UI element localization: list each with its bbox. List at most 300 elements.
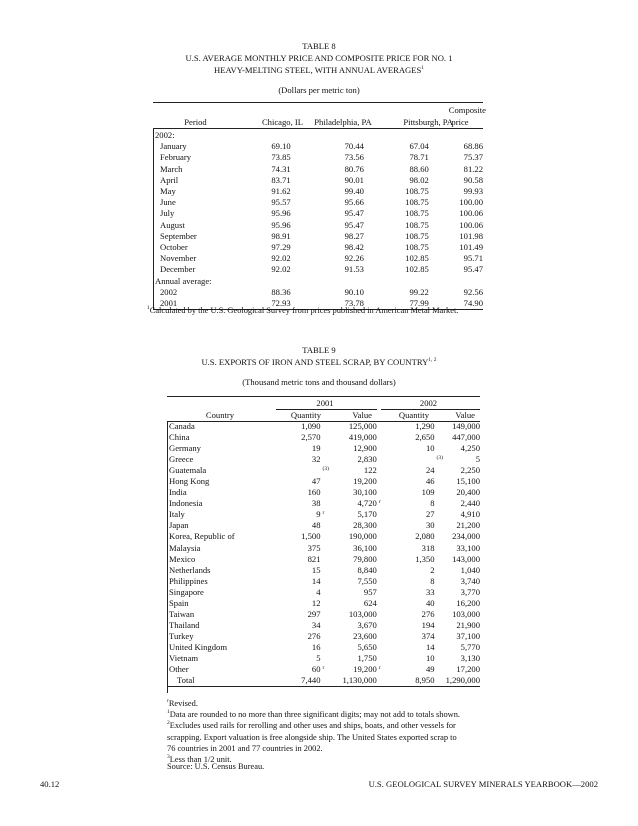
- quantity-2001-cell: 16: [311, 641, 321, 652]
- quantity-2001-cell: 15: [311, 564, 321, 575]
- period-cell: 2001: [153, 298, 233, 310]
- quantity-2002-cell: 8: [430, 498, 435, 509]
- table-row: [167, 443, 480, 454]
- section-annual-average-label: Annual average:: [155, 275, 212, 286]
- country-cell: Guatemala: [169, 465, 207, 476]
- note-cell: [377, 543, 387, 554]
- country-cell: Greece: [169, 454, 194, 465]
- chicago-cell: 69.10: [271, 141, 291, 152]
- country-cell: Malaysia: [169, 542, 201, 553]
- country-cell: Mexico: [169, 553, 196, 564]
- quantity-2001-cell: 34: [311, 619, 321, 630]
- note-cell: [377, 554, 387, 565]
- value-2001-cell: 5,650: [357, 641, 377, 652]
- note-cell: [377, 642, 387, 653]
- value-2001-cell: 23,600: [353, 630, 377, 641]
- table-row: [167, 587, 480, 598]
- table9-left-border: [167, 421, 168, 693]
- footnote-text: Data are rounded to no more than three significant digits; may not add to totals shown.: [169, 710, 461, 720]
- table-row: [153, 152, 483, 163]
- header-country: Country: [205, 410, 235, 420]
- country-cell: Spain: [169, 597, 189, 608]
- composite-cell: 95.47: [463, 264, 483, 275]
- composite-cell: 99.93: [463, 186, 483, 197]
- table-row: [153, 186, 483, 197]
- period-cell: October: [160, 242, 188, 253]
- country-cell: Total: [167, 675, 273, 687]
- table9-source: Source: U.S. Census Bureau.: [167, 762, 265, 771]
- note-cell: [377, 531, 387, 542]
- table-row: [153, 220, 483, 231]
- value-2001-cell: 19,200: [353, 664, 377, 675]
- value-2002-cell: 3,740: [460, 575, 480, 586]
- philadelphia-cell: 70.44: [344, 141, 364, 152]
- note-cell: [321, 620, 329, 631]
- pittsburgh-cell: 102.85: [405, 264, 429, 275]
- chicago-cell: 92.02: [271, 253, 291, 264]
- table8-left-border: [153, 129, 154, 309]
- chicago-cell: 98.91: [271, 230, 291, 241]
- table-row: [153, 253, 483, 264]
- quantity-2001-cell: 19: [311, 443, 321, 454]
- table-row: [153, 287, 483, 298]
- quantity-2001-cell: 12: [311, 597, 321, 608]
- table-row: [167, 642, 480, 653]
- publication-title: U.S. GEOLOGICAL SURVEY MINERALS YEARBOOK—2002: [368, 779, 598, 789]
- quantity-2002-cell: 374: [421, 630, 435, 641]
- page-number: 40.12: [40, 779, 60, 789]
- country-cell: Hong Kong: [169, 476, 210, 487]
- pittsburgh-cell: 108.75: [405, 242, 429, 253]
- table-row: [167, 664, 480, 675]
- table-row: [167, 598, 480, 609]
- header-quantity-2001: Quantity: [290, 410, 321, 420]
- value-2001-cell: 79,800: [353, 553, 377, 564]
- section-annual-average: [153, 276, 483, 287]
- table-row: [167, 565, 480, 576]
- table-row: [167, 476, 480, 487]
- value-2002-cell: 37,100: [456, 630, 480, 641]
- value-2001-cell: 19,200: [353, 476, 377, 487]
- note-cell: [435, 576, 443, 587]
- table9-title: U.S. EXPORTS OF IRON AND STEEL SCRAP, BY COUNTRY$^{1, 2}$: [201, 357, 437, 367]
- table-row: [167, 487, 480, 498]
- composite-cell: 74.90: [429, 298, 483, 310]
- table-row: [167, 421, 480, 432]
- value-2001-cell: 122: [363, 465, 377, 476]
- note-cell: [321, 609, 329, 620]
- composite-cell: 100.00: [459, 197, 483, 208]
- quantity-2002-cell: 49: [425, 664, 435, 675]
- note-cell: [377, 520, 387, 531]
- note-cell: [377, 476, 387, 487]
- value-2001-cell: 5,170: [357, 509, 377, 520]
- total-row: [167, 675, 480, 687]
- note-cell: [377, 631, 387, 642]
- quantity-2002-cell: 33: [425, 586, 435, 597]
- quantity-2002-cell: 2,650: [415, 432, 435, 443]
- table-row: [153, 175, 483, 186]
- quantity-2001-cell: 2,570: [301, 432, 321, 443]
- quantity-2001-cell: 47: [311, 476, 321, 487]
- pittsburgh-cell: 77.99: [364, 298, 429, 310]
- table-row: [167, 609, 480, 620]
- year-2001-header: 2001: [316, 398, 334, 408]
- header-value-2002: Value: [455, 410, 475, 420]
- header-composite-price: price: [451, 117, 469, 127]
- note-cell: [377, 487, 387, 498]
- header-pittsburgh: Pittsburgh, PA: [403, 117, 453, 127]
- quantity-2001-cell: 4: [316, 586, 321, 597]
- philadelphia-cell: 98.27: [344, 230, 364, 241]
- pittsburgh-cell: 67.04: [409, 141, 429, 152]
- note-cell: [435, 432, 443, 443]
- chicago-cell: 72.93: [233, 298, 290, 310]
- value-2002-cell: 2,440: [460, 498, 480, 509]
- table9-number: TABLE 9: [302, 345, 336, 355]
- value-2002-cell: 17,200: [456, 664, 480, 675]
- quantity-2001-cell: 48: [311, 520, 321, 531]
- value-2001-cell: 125,000: [348, 421, 377, 431]
- value-2001-cell: 190,000: [348, 531, 377, 542]
- period-cell: February: [160, 152, 192, 163]
- table9-units: (Thousand metric tons and thousand dollars): [242, 377, 396, 387]
- quantity-2001-cell: 160: [307, 487, 321, 498]
- note-cell: [435, 543, 443, 554]
- quantity-2001-cell: 9: [316, 509, 321, 520]
- value-2001-cell: 36,100: [353, 542, 377, 553]
- quantity-2001-cell: 14: [311, 575, 321, 586]
- pittsburgh-cell: 108.75: [405, 186, 429, 197]
- pittsburgh-cell: 88.60: [409, 163, 429, 174]
- quantity-2001-cell: 375: [307, 542, 321, 553]
- note-cell: [377, 598, 387, 609]
- value-2002-cell: 234,000: [452, 531, 480, 542]
- pittsburgh-cell: 108.75: [405, 219, 429, 230]
- chicago-cell: 95.96: [271, 219, 291, 230]
- note-cell: [377, 653, 387, 664]
- table-row: [167, 465, 480, 476]
- table-row: [153, 164, 483, 175]
- note-cell: [321, 531, 329, 542]
- section-2002-label: 2002:: [155, 130, 175, 140]
- note-cell: r: [322, 510, 325, 517]
- note-cell: [321, 487, 329, 498]
- quantity-2001-cell: 1,500: [301, 531, 321, 542]
- period-cell: September: [160, 230, 197, 241]
- chicago-cell: 91.62: [271, 186, 291, 197]
- quantity-2002-cell: 27: [425, 509, 435, 520]
- pittsburgh-cell: 99.22: [409, 286, 429, 297]
- pittsburgh-cell: 108.75: [405, 230, 429, 241]
- note-cell: [435, 609, 443, 620]
- value-2002-cell: 3,770: [460, 586, 480, 597]
- note-cell: [435, 498, 443, 509]
- note-cell: [435, 520, 443, 531]
- chicago-cell: 88.36: [271, 286, 291, 297]
- table-row: [167, 531, 480, 542]
- period-cell: May: [160, 186, 176, 197]
- note-cell: (3): [436, 455, 443, 462]
- value-2001-cell: 3,670: [357, 619, 377, 630]
- value-2001-cell: 28,300: [353, 520, 377, 531]
- value-2002-cell: 5,770: [460, 641, 480, 652]
- table-row: [167, 631, 480, 642]
- country-cell: Thailand: [169, 619, 200, 630]
- chicago-cell: 83.71: [271, 174, 291, 185]
- note-cell: [435, 421, 443, 432]
- value-2002-cell: 20,400: [456, 487, 480, 498]
- quantity-2002-cell: 46: [425, 476, 435, 487]
- country-cell: Vietnam: [169, 652, 199, 663]
- philadelphia-cell: 73.78: [291, 298, 364, 310]
- period-cell: December: [160, 264, 196, 275]
- footnote-mark: 1: [167, 709, 170, 716]
- header-period: Period: [184, 117, 207, 127]
- footnote-text: Revised.: [168, 699, 198, 708]
- value-2001-cell: 30,100: [353, 487, 377, 498]
- table-row: [153, 197, 483, 208]
- note-cell: [321, 421, 329, 432]
- value-2001-cell: 419,000: [348, 432, 377, 443]
- country-cell: Singapore: [169, 586, 204, 597]
- table-row: [167, 653, 480, 664]
- note-cell: [435, 664, 443, 675]
- note-cell: [377, 454, 387, 465]
- quantity-2001-cell: 38: [311, 498, 321, 509]
- pittsburgh-cell: 98.02: [409, 174, 429, 185]
- table-row: [167, 432, 480, 443]
- note-cell: [321, 565, 329, 576]
- note-cell: [321, 598, 329, 609]
- composite-cell: 101.49: [459, 242, 483, 253]
- value-2001-cell: 1,750: [357, 652, 377, 663]
- value-2002-cell: 16,200: [456, 597, 480, 608]
- note-cell: [377, 620, 387, 631]
- note-cell: [321, 476, 329, 487]
- quantity-2001-cell: 32: [311, 454, 321, 465]
- table-row: [153, 231, 483, 242]
- note-cell: [321, 432, 329, 443]
- value-2002-cell: 2,250: [460, 465, 480, 476]
- note-cell: [435, 631, 443, 642]
- value-2002-cell: 4,910: [460, 509, 480, 520]
- value-2001-cell: 8,840: [357, 564, 377, 575]
- header-value-2001: Value: [352, 410, 372, 420]
- country-cell: Taiwan: [169, 608, 195, 619]
- table8-header-rule: [153, 128, 483, 129]
- value-2002-cell: 4,250: [460, 443, 480, 454]
- value-2002-cell: 1,290,000: [443, 675, 480, 687]
- table-row: [153, 242, 483, 253]
- table-row: [153, 208, 483, 219]
- country-cell: Canada: [169, 421, 195, 431]
- period-cell: July: [160, 208, 175, 219]
- note-cell: r: [378, 499, 381, 506]
- table8-top-rule: [153, 102, 483, 103]
- country-cell: Turkey: [169, 630, 194, 641]
- chicago-cell: 95.96: [271, 208, 291, 219]
- table-row: [167, 509, 480, 520]
- footnote-line: [167, 709, 487, 721]
- note-cell: [435, 509, 443, 520]
- note-cell: [435, 443, 443, 454]
- header-composite: Composite: [448, 105, 486, 115]
- composite-cell: 100.06: [459, 208, 483, 219]
- note-cell: [321, 631, 329, 642]
- table8-title-cont: HEAVY-MELTING STEEL, WITH ANNUAL AVERAGES$^1$: [213, 65, 425, 75]
- value-2001-cell: 957: [363, 586, 377, 597]
- quantity-2001-cell: [273, 465, 321, 476]
- quantity-2002-cell: 2: [430, 564, 435, 575]
- table9-header: [167, 410, 480, 421]
- value-2001-cell: 624: [363, 597, 377, 608]
- note-cell: [321, 520, 329, 531]
- quantity-2001-cell: 297: [307, 608, 321, 619]
- period-cell: 2002: [160, 286, 178, 297]
- quantity-2002-cell: 30: [425, 520, 435, 531]
- composite-cell: 68.86: [463, 141, 483, 152]
- note-cell: [435, 598, 443, 609]
- quantity-2002-cell: 194: [421, 619, 435, 630]
- quantity-2002-cell: 8,950: [387, 675, 435, 687]
- philadelphia-cell: 95.47: [344, 219, 364, 230]
- note-cell: r: [322, 665, 325, 672]
- philadelphia-cell: 95.66: [344, 197, 364, 208]
- footnote-text: scrapping. Export valuation is free alongside ship. The United States exported scrap to: [167, 732, 457, 742]
- value-2002-cell: 21,200: [456, 520, 480, 531]
- footnote-mark: 2: [167, 720, 170, 727]
- note-cell: [377, 565, 387, 576]
- table-row: [167, 520, 480, 531]
- quantity-2002-cell: 2,080: [415, 531, 435, 542]
- country-cell: Philippines: [169, 575, 208, 586]
- quantity-2002-cell: [387, 454, 435, 465]
- country-cell: Other: [169, 664, 189, 675]
- value-2002-cell: 33,100: [456, 542, 480, 553]
- philadelphia-cell: 95.47: [344, 208, 364, 219]
- note-cell: [321, 653, 329, 664]
- chicago-cell: 73.85: [271, 152, 291, 163]
- quantity-2001-cell: 7,440: [273, 675, 321, 687]
- note-cell: [435, 642, 443, 653]
- table-row: [167, 554, 480, 565]
- country-cell: Indonesia: [169, 498, 203, 509]
- note-cell: [435, 620, 443, 631]
- quantity-2002-cell: 10: [425, 443, 435, 454]
- note-cell: [321, 675, 329, 687]
- footnote-mark: r: [167, 698, 169, 704]
- country-cell: India: [169, 487, 187, 498]
- composite-cell: 100.06: [459, 219, 483, 230]
- value-2001-cell: 103,000: [348, 608, 377, 619]
- note-cell: [377, 421, 387, 432]
- table8-body: [153, 130, 483, 310]
- value-2002-cell: 1,040: [460, 564, 480, 575]
- note-cell: [377, 443, 387, 454]
- quantity-2002-cell: 14: [425, 641, 435, 652]
- table9-body: [167, 421, 480, 687]
- note-cell: [435, 565, 443, 576]
- quantity-2002-cell: 1,290: [415, 421, 435, 431]
- chicago-cell: 92.02: [271, 264, 291, 275]
- footnote-line: [167, 720, 487, 732]
- note-cell: [321, 454, 329, 465]
- header-quantity-2002: Quantity: [398, 410, 429, 420]
- value-2001-cell: 2,830: [357, 454, 377, 465]
- quantity-2002-cell: 24: [425, 465, 435, 476]
- quantity-2001-cell: 1,090: [301, 421, 321, 431]
- chicago-cell: 74.31: [271, 163, 291, 174]
- value-2002-cell: 5: [475, 454, 480, 465]
- footnote-text: 76 countries in 2001 and 77 countries in 2002.: [167, 743, 323, 753]
- table8-header: [153, 104, 486, 130]
- value-2002-cell: 447,000: [452, 432, 480, 443]
- value-2002-cell: 103,000: [452, 608, 480, 619]
- philadelphia-cell: 99.40: [344, 186, 364, 197]
- pittsburgh-cell: 108.75: [405, 197, 429, 208]
- period-cell: June: [160, 197, 176, 208]
- note-cell: [377, 576, 387, 587]
- quantity-2001-cell: 60: [311, 664, 321, 675]
- country-cell: Germany: [169, 443, 201, 454]
- table-row: [153, 141, 483, 152]
- quantity-2002-cell: 10: [425, 652, 435, 663]
- composite-cell: 92.56: [463, 286, 483, 297]
- table8-units: (Dollars per metric ton): [278, 85, 360, 95]
- value-2001-cell: 1,130,000: [329, 675, 377, 687]
- country-cell: Italy: [169, 509, 185, 520]
- table9-top-rule: [167, 396, 480, 397]
- note-cell: [377, 509, 387, 520]
- pittsburgh-cell: 78.71: [409, 152, 429, 163]
- note-cell: r: [378, 665, 381, 672]
- note-cell: [321, 543, 329, 554]
- note-cell: [435, 675, 443, 687]
- quantity-2002-cell: 8: [430, 575, 435, 586]
- table-row: [167, 498, 480, 509]
- value-2002-cell: 149,000: [452, 421, 480, 431]
- footnote-text: Excludes used rails for rerolling and other uses and ships, boats, and other vessels for: [169, 721, 456, 731]
- period-cell: August: [160, 219, 185, 230]
- value-2001-cell: 7,550: [357, 575, 377, 586]
- note-cell: [435, 554, 443, 565]
- chicago-cell: 95.57: [271, 197, 291, 208]
- note-cell: [435, 531, 443, 542]
- table8-title: U.S. AVERAGE MONTHLY PRICE AND COMPOSITE PRICE FOR NO. 1: [185, 53, 453, 63]
- note-cell: [435, 653, 443, 664]
- composite-cell: 95.71: [463, 253, 483, 264]
- header-chicago: Chicago, IL: [261, 117, 303, 127]
- quantity-2001-cell: 5: [316, 652, 321, 663]
- table8-footnote: $^1$Calculated by the U.S. Geological Survey from prices published in American Metal Market.: [147, 305, 459, 315]
- note-cell: [321, 498, 329, 509]
- period-cell: April: [160, 174, 179, 185]
- chicago-cell: 97.29: [271, 242, 291, 253]
- country-cell: Korea, Republic of: [169, 531, 235, 542]
- period-cell: March: [160, 163, 183, 174]
- footnote-line: [167, 743, 487, 755]
- header-philadelphia: Philadelphia, PA: [314, 117, 372, 127]
- philadelphia-cell: 91.53: [344, 264, 364, 275]
- country-cell: China: [169, 432, 190, 443]
- quantity-2001-cell: 821: [307, 553, 321, 564]
- composite-cell: 101.98: [459, 230, 483, 241]
- quantity-2002-cell: 109: [421, 487, 435, 498]
- note-cell: [321, 443, 329, 454]
- table8-number: TABLE 8: [302, 41, 336, 51]
- footnote-mark: 3: [167, 754, 170, 760]
